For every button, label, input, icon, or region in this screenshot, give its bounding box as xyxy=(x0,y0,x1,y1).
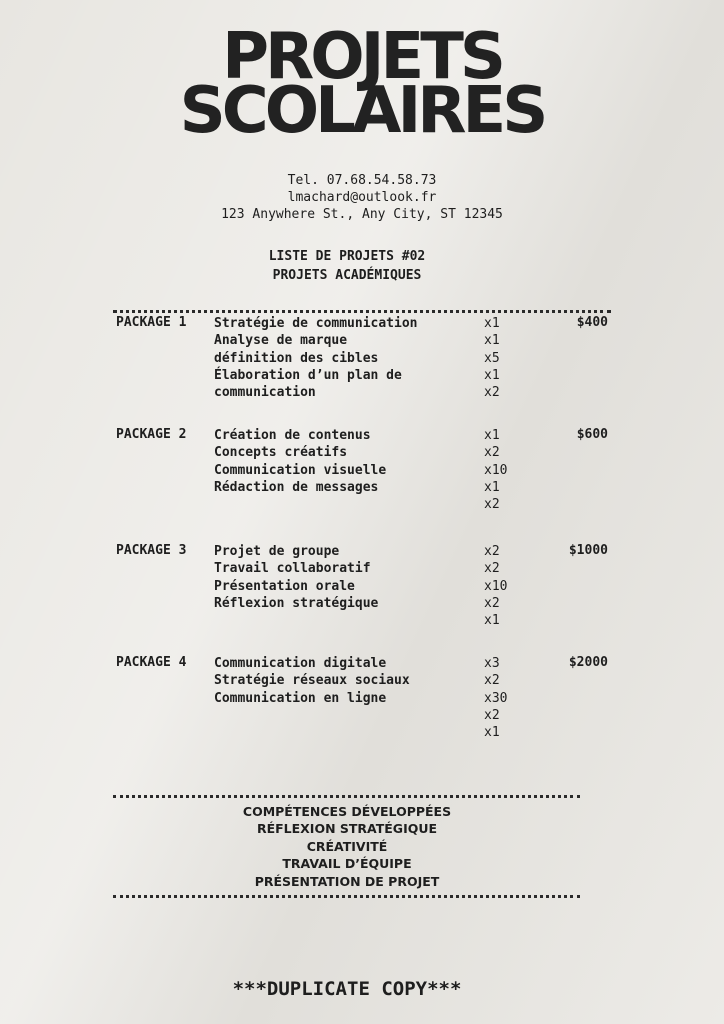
package-quantity: x1 xyxy=(484,613,500,629)
package-price: $400 xyxy=(576,315,608,330)
package-label: PACKAGE 2 xyxy=(116,427,187,442)
package-item: Travail collaboratif xyxy=(214,561,371,577)
package-quantity: x2 xyxy=(484,445,500,461)
package-item: Communication visuelle xyxy=(214,462,387,478)
package-items xyxy=(214,315,474,401)
phone-number: Tel. 07.68.54.58.73 xyxy=(287,173,437,188)
street-address: 123 Anywhere St., Any City, ST 12345 xyxy=(221,207,503,222)
dotted-divider-bottom xyxy=(113,895,580,898)
package-quantities xyxy=(484,543,534,629)
package-quantity: x2 xyxy=(484,497,500,513)
package-items xyxy=(214,543,474,612)
package-item: Réflexion stratégique xyxy=(214,595,379,611)
package-items xyxy=(214,427,474,496)
package-item: Communication digitale xyxy=(214,656,387,671)
package-quantity: x3 xyxy=(484,656,500,671)
package-item: Analyse de marque xyxy=(214,333,348,349)
dotted-divider-middle xyxy=(113,795,580,798)
package-item: Stratégie réseaux sociaux xyxy=(214,673,410,689)
package-price: $1000 xyxy=(568,543,608,558)
skills-list xyxy=(0,803,694,890)
list-heading: LISTE DE PROJETS #02 xyxy=(268,249,426,264)
package-quantity: x5 xyxy=(484,350,500,366)
package-quantity: x1 xyxy=(484,333,500,349)
package-item: Création de contenus xyxy=(214,428,371,443)
package-item: Rédaction de messages xyxy=(214,479,379,495)
package-quantity: x1 xyxy=(484,367,500,383)
dotted-divider-top xyxy=(113,310,611,313)
package-price: $2000 xyxy=(568,655,608,670)
package-quantity: x2 xyxy=(484,673,500,689)
package-quantity: x2 xyxy=(484,561,500,577)
package-item: Élaboration d’un plan de xyxy=(214,367,402,383)
package-quantities xyxy=(484,427,534,513)
package-item: Stratégie de communication xyxy=(214,316,418,331)
package-items xyxy=(214,655,474,707)
skill-item: TRAVAIL D’ÉQUIPE xyxy=(282,856,412,872)
skill-item: RÉFLEXION STRATÉGIQUE xyxy=(256,821,438,837)
package-label: PACKAGE 4 xyxy=(116,655,187,670)
skill-item: PRÉSENTATION DE PROJET xyxy=(254,873,440,889)
package-quantities xyxy=(484,315,534,401)
package-quantity: x2 xyxy=(484,385,500,401)
skill-item: CRÉATIVITÉ xyxy=(306,838,388,854)
package-label: PACKAGE 3 xyxy=(116,543,187,558)
package-label: PACKAGE 1 xyxy=(116,315,187,330)
package-item: Projet de groupe xyxy=(214,544,340,559)
package-quantity: x2 xyxy=(484,544,500,559)
package-quantity: x2 xyxy=(484,707,500,723)
package-quantity: x10 xyxy=(484,578,508,594)
page-title-line2: SCOLAIRES xyxy=(179,74,545,148)
package-quantity: x10 xyxy=(484,462,508,478)
duplicate-copy-footer: ***DUPLICATE COPY*** xyxy=(232,978,462,1000)
package-quantity: x1 xyxy=(484,725,500,741)
package-quantities xyxy=(484,655,534,741)
page-title-line1: PROJETS xyxy=(222,20,502,94)
package-item: Concepts créatifs xyxy=(214,445,348,461)
package-price: $600 xyxy=(576,427,608,442)
email-address: lmachard@outlook.fr xyxy=(287,190,437,205)
package-item: Communication en ligne xyxy=(214,690,387,706)
package-quantity: x1 xyxy=(484,479,500,495)
package-quantity: x30 xyxy=(484,690,508,706)
package-item: définition des cibles xyxy=(214,350,379,366)
package-quantity: x1 xyxy=(484,316,500,331)
skill-item: COMPÉTENCES DÉVELOPPÉES xyxy=(242,804,452,819)
package-item: Présentation orale xyxy=(214,578,355,594)
package-quantity: x2 xyxy=(484,595,500,611)
package-quantity: x1 xyxy=(484,428,500,443)
list-subheading: PROJETS ACADÉMIQUES xyxy=(272,268,422,283)
package-item: communication xyxy=(214,385,316,401)
